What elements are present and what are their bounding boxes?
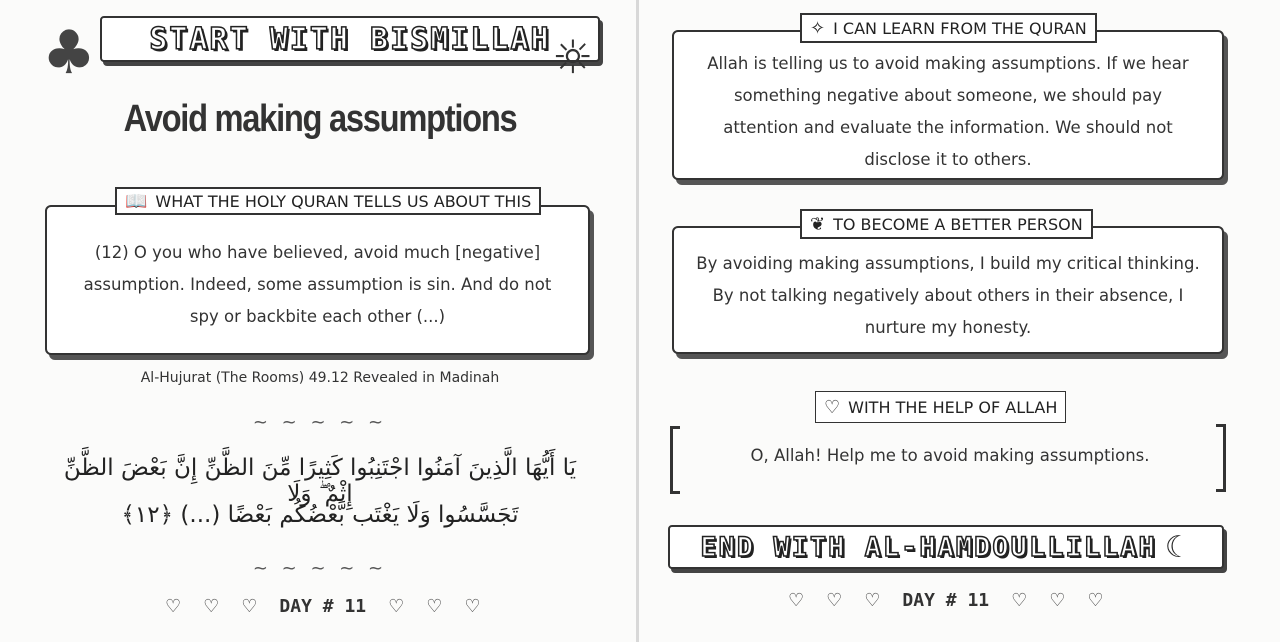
help-text: O, Allah! Help me to avoid making assumptions. — [750, 446, 1150, 465]
swirl-divider-top: ~ ~ ~ ~ ~ — [252, 412, 388, 433]
start-banner-text: START WITH BISMILLAH — [149, 21, 551, 57]
arabic-verse-line-1: يَا أَيُّهَا الَّذِينَ آمَنُوا اجْتَنِبُوا كَثِيرًا مِّنَ الظَّنِّ إِنَّ بَعْضَ الظَّنِّ إِثْمٌ ۖ وَلَا — [63, 455, 577, 507]
heart-icon: ♡ — [464, 596, 481, 617]
quran-label: WHAT THE HOLY QURAN TELLS US ABOUT THIS — [155, 191, 532, 211]
citation: Al-Hujurat (The Rooms) 49.12 Revealed in Madinah — [140, 370, 500, 386]
learn-text: Allah is telling us to avoid making assumptions. If we hear something negative about someone, we should pay attention and evaluate the information. We should not disclose it to others. — [707, 54, 1189, 169]
heart-icon: ♡ — [1011, 590, 1028, 611]
better-box — [672, 226, 1224, 354]
help-label-tab — [815, 391, 1066, 423]
end-banner-text: END WITH AL-HAMDOULLILLAH — [700, 531, 1157, 563]
heart-icon: ♡ — [165, 596, 182, 617]
better-label: TO BECOME A BETTER PERSON — [833, 214, 1083, 234]
learn-label-tab — [800, 13, 1097, 43]
page-gutter — [636, 0, 639, 642]
learn-box — [672, 30, 1224, 180]
better-text: By avoiding making assumptions, I build my critical thinking. By not talking negatively about others in their absence, I nurture my honesty. — [696, 254, 1200, 337]
tree-icon: ♣ — [42, 18, 96, 88]
sun-icon: ☼ — [552, 30, 594, 84]
quran-translation: (12) O you who have believed, avoid much [negative] assumption. Indeed, some assumption is sin. And do not spy or backbite each other (...) — [83, 243, 552, 326]
plant-icon: ❦ — [810, 213, 826, 235]
heart-icon: ♡ — [1049, 590, 1066, 611]
book-icon: 📖 — [125, 190, 148, 212]
heart-icon: ♡ — [788, 590, 805, 611]
page-title: Avoid making assumptions — [123, 98, 517, 140]
start-banner — [100, 16, 600, 62]
learn-label: I CAN LEARN FROM THE QURAN — [833, 18, 1087, 38]
heart-icon: ♡ — [203, 596, 220, 617]
heart-icon: ♡ — [1087, 590, 1104, 611]
day-footer-left — [165, 596, 481, 617]
swirl-divider-bottom: ~ ~ ~ ~ ~ — [252, 558, 388, 579]
left-bracket — [670, 426, 680, 494]
day-footer-right — [788, 590, 1104, 611]
help-label: WITH THE HELP OF ALLAH — [848, 397, 1058, 417]
heart-icon: ♡ — [241, 596, 258, 617]
end-banner — [668, 525, 1224, 569]
stars-icon: ✧ — [810, 17, 826, 39]
quran-label-tab — [115, 187, 541, 215]
heart-icon: ♡ — [824, 396, 841, 418]
better-label-tab — [800, 209, 1093, 239]
heart-icon: ♡ — [864, 590, 881, 611]
heart-icon: ♡ — [826, 590, 843, 611]
day-label: DAY # 11 — [279, 596, 367, 617]
day-label: DAY # 11 — [902, 590, 990, 611]
arabic-verse-line-2: تَجَسَّسُوا وَلَا يَغْتَب بَّعْضُكُم بَعْضًا (...) ﴿١٢﴾ — [121, 502, 519, 528]
moon-icon: ☾ — [1164, 529, 1192, 565]
heart-icon: ♡ — [426, 596, 443, 617]
heart-icon: ♡ — [388, 596, 405, 617]
quran-box — [45, 205, 590, 355]
